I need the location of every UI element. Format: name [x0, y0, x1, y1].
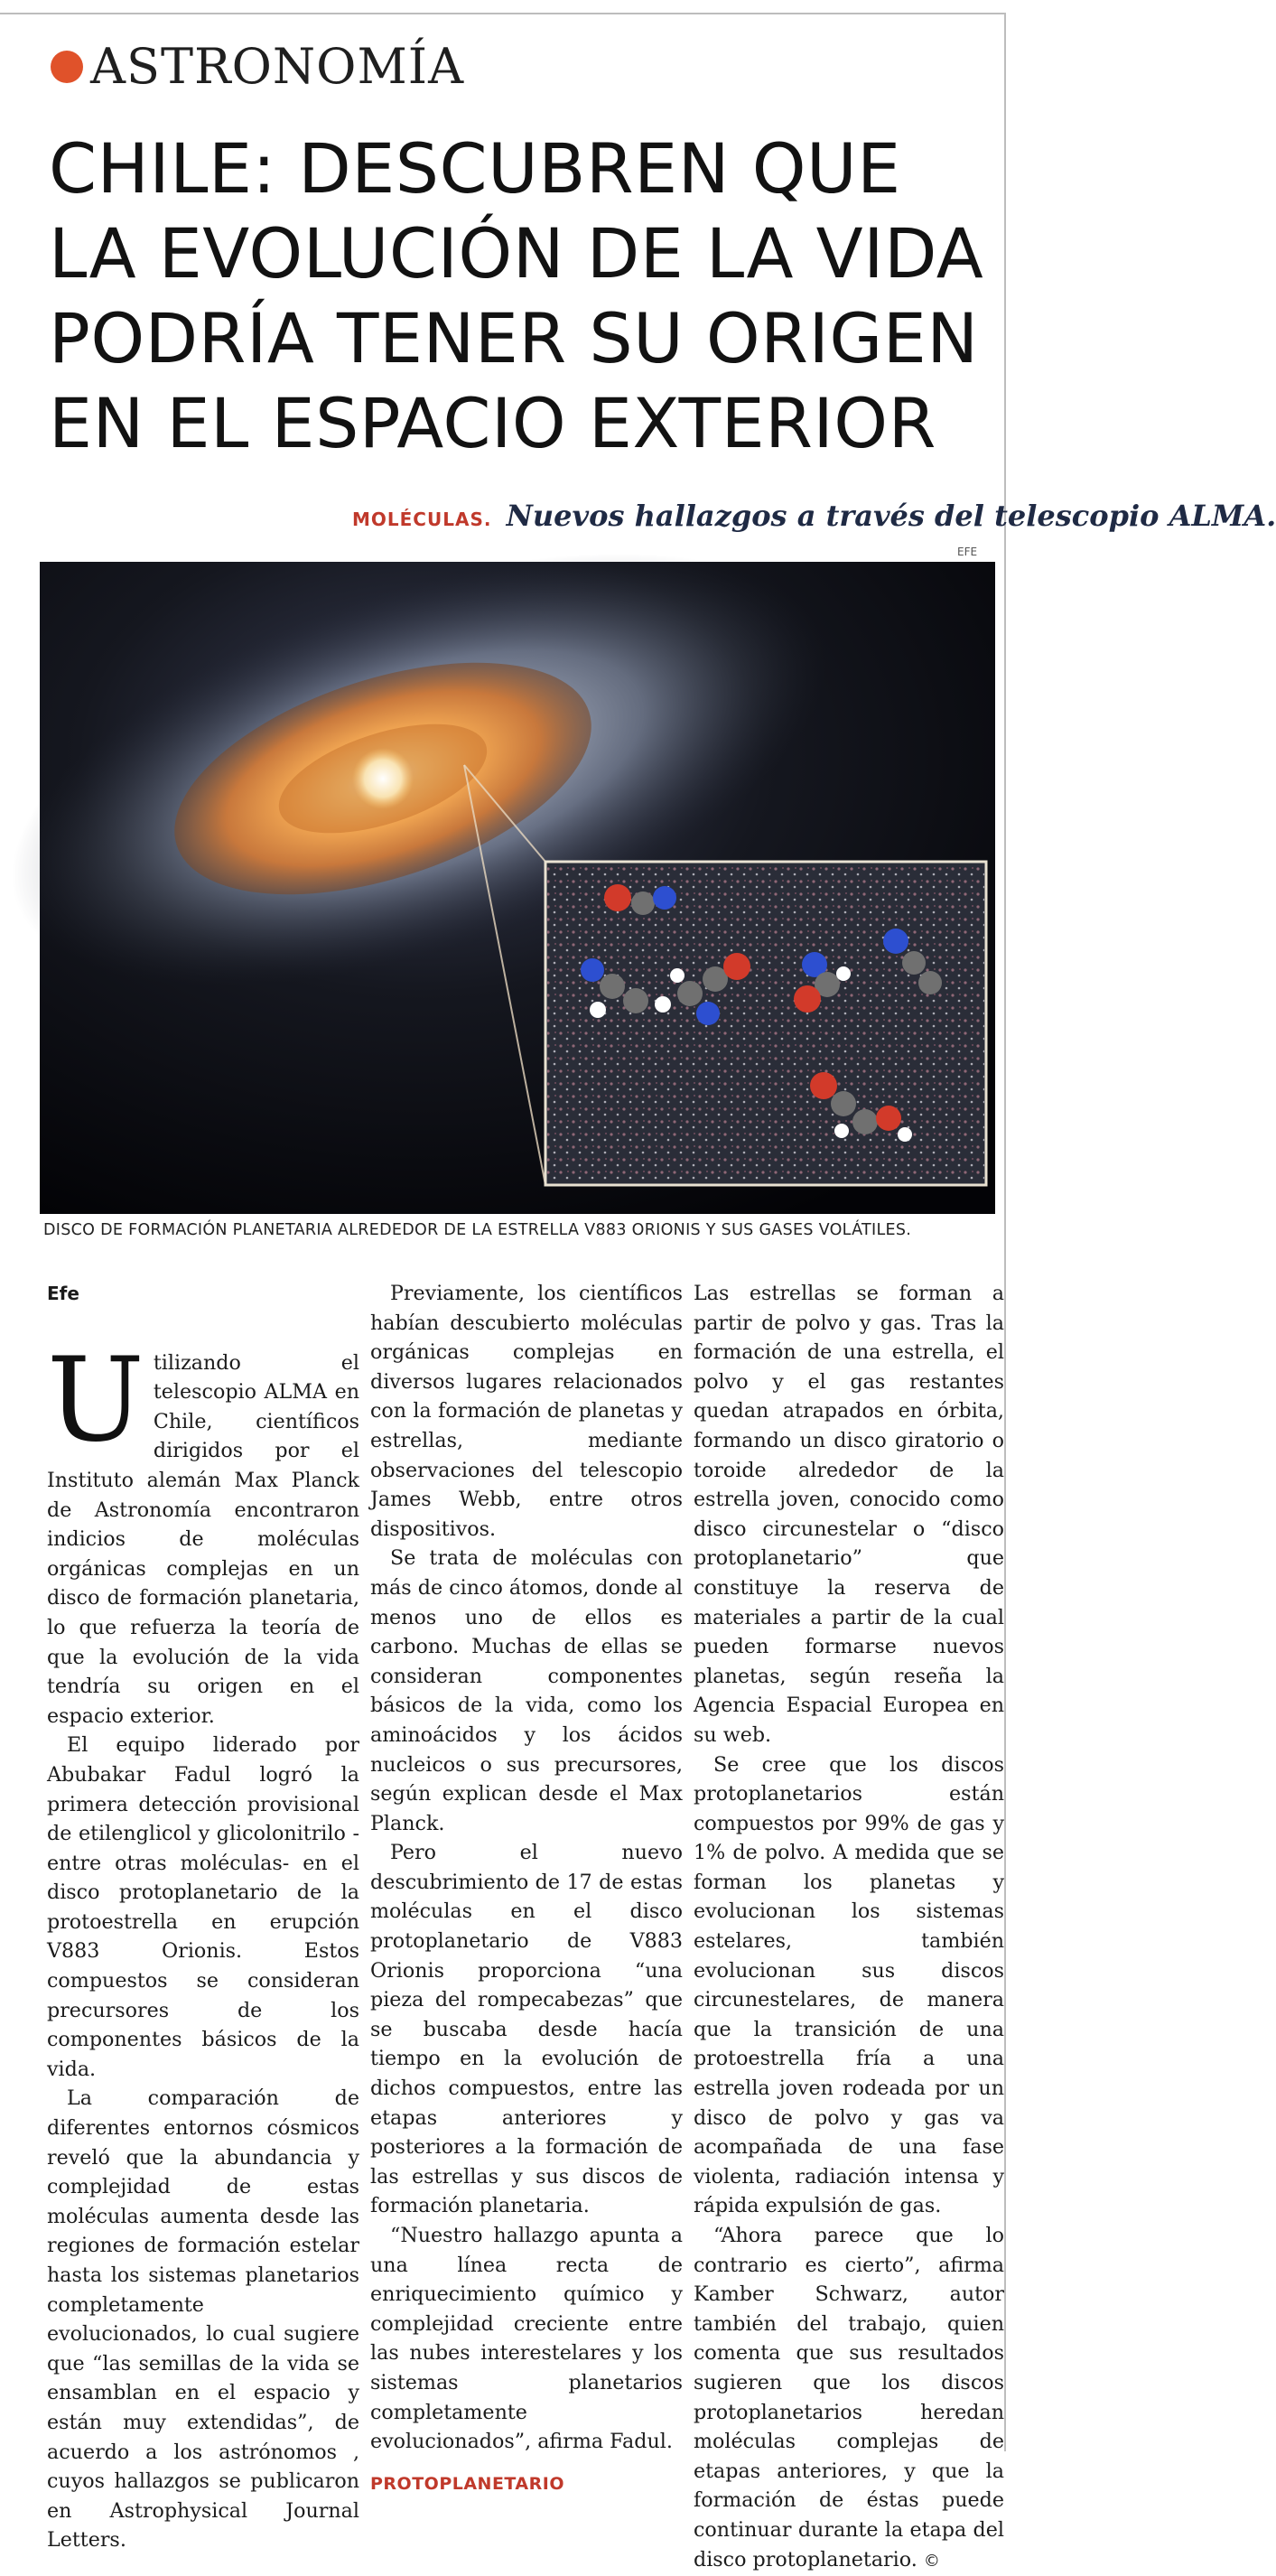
subheadline [352, 499, 1276, 533]
paragraph-text: tilizando el telescopio ALMA en Chile, científicos dirigidos por el Instituto alemán Max Planck de Astronomía encontraron indicios de moléculas orgánicas complejas en un disco de formación planetaria, lo que refuerza la teoría de que la evolución de la vida tendría su origen en el espacio exterior. [47, 1350, 359, 1728]
article-paragraph: Pero el nuevo descubrimiento de 17 de estas moléculas en el disco protoplanetario de V883 Orionis proporciona “una pieza del rompecabezas” que se buscaba desde hacía tiempo en la evolución de dichos compuestos, entre las etapas anteriores y posteriores a la formación de las estrellas y sus discos de formación planetaria. [370, 1841, 683, 2218]
subhead-kicker: MOLÉCULAS. [352, 509, 492, 530]
article-paragraph: La comparación de diferentes entornos cósmicos reveló que la abundancia y complejidad de estas moléculas aumenta desde las regiones de formación estelar hasta los sistemas planetarios completamente evolucionados, lo cual sugiere que “las semillas de la vida se ensamblan en el espacio y están muy extendidas”, de acuerdo a los astrónomos , cuyos hallazgos se publicaron en Astrophysical Journal Letters. [47, 2086, 359, 2553]
photo-caption: DISCO DE FORMACIÓN PLANETARIA ALREDEDOR DE LA ESTRELLA V883 ORIONIS Y SUS GASES VOLÁTILES. [43, 1221, 912, 1239]
headline [49, 126, 988, 466]
protoplanetary-disk-illustration [40, 562, 995, 1214]
end-mark: © [923, 2551, 940, 2571]
article-paragraph: Se cree que los discos protoplanetarios están compuestos por 99% de gas y 1% de polvo. A medida que se forman los planetas y evolucionan los sistemas estelares, también evolucionan sus discos circunestelares, de manera que la transición de una protoestrella fría a una estrella joven rodeada por un disco de polvo y gas va acompañada de una fase violenta, radiación intensa y rápida expulsión de gas. [694, 1752, 1004, 2218]
headline-line: LA EVOLUCIÓN DE LA VIDA [49, 213, 984, 294]
subhead-deck: Nuevos hallazgos a través del telescopio ALMA. [506, 499, 1276, 533]
section-dot-icon [51, 51, 83, 83]
subsection-heading: PROTOPLANETARIO [370, 2473, 564, 2494]
article-paragraph [694, 2221, 1004, 2576]
section-label: ASTRONOMÍA [90, 38, 465, 95]
article-paragraph: Las estrellas se forman a partir de polvo y gas. Tras la formación de una estrella, el polvo y el gas restantes quedan atrapados en órbita, formando un disco giratorio o toroide alrededor de la estrella joven, conocido como disco circunestelar o “disco protoplanetario” que constituye la reserva de materiales a partir de la cual pueden formarse nuevos planetas, según reseña la Agencia Espacial Europea en su web. [694, 1282, 1004, 1747]
article-photo [40, 562, 995, 1214]
article-paragraph [47, 1332, 359, 1731]
article-paragraph: Previamente, los científicos habían descubierto moléculas orgánicas complejas en diversos lugares relacionados con la formación de planetas y estrellas, mediante observaciones del telescopio James Webb, entre otros dispositivos. [370, 1282, 683, 1541]
article-column-3 [694, 1279, 1004, 2576]
headline-line: EN EL ESPACIO EXTERIOR [49, 383, 936, 463]
paragraph-text: “Ahora parece que lo contrario es cierto”, afirma Kamber Schwarz, autor también del trabajo, quien comenta que sus resultados sugieren que los discos protoplanetarios heredan moléculas complejas de etapas anteriores, y que la formación de éstas puede continuar durante la etapa del disco protoplanetario. [694, 2224, 1004, 2571]
column-rule [1004, 13, 1006, 2451]
article-paragraph: “Nuestro hallazgo apunta a una línea recta de enriquecimiento químico y complejidad creciente entre las nubes interestelares y los sistemas planetarios completamente evolucionados”, afirma Fadul. [370, 2224, 683, 2454]
drop-cap: U [47, 1332, 144, 1468]
top-rule [0, 13, 1004, 14]
article-column-1 [47, 1279, 359, 2555]
article-column-2 [370, 1279, 683, 2498]
headline-line: CHILE: DESCUBREN QUE [49, 128, 901, 209]
article-paragraph: Se trata de moléculas con más de cinco átomos, donde al menos uno de ellos es carbono. Muchas de ellas se consideran componentes básicos de la vida, como los aminoácidos y los ácidos nucleicos o sus precursores, según explican desde el Max Planck. [370, 1546, 683, 1835]
article-paragraph: El equipo liderado por Abubakar Fadul logró la primera detección provisional de etilenglicol y glicolonitrilo -entre otras moléculas- en el disco protoplanetario de la protoestrella en erupción V883 Orionis. Estos compuestos se consideran precursores de los componentes básicos de la vida. [47, 1733, 359, 2081]
headline-line: PODRÍA TENER SU ORIGEN [49, 298, 979, 378]
section-header [51, 38, 464, 95]
byline: Efe [47, 1283, 79, 1304]
photo-credit: EFE [957, 546, 978, 558]
